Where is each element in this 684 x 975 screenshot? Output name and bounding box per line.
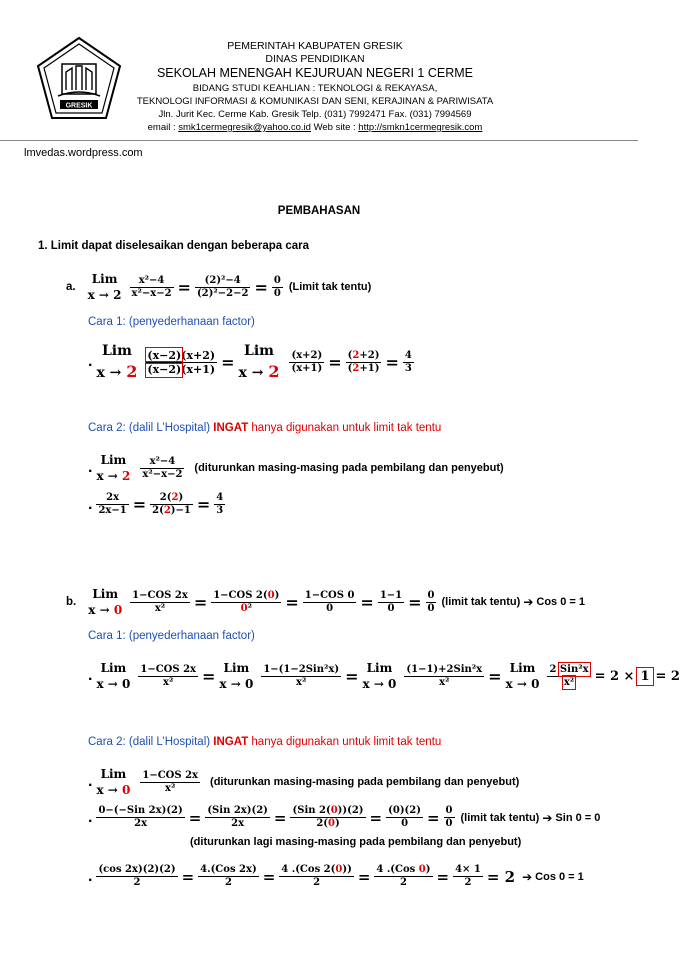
problem-b: b. Lim x → 0 $\frac{\text{1−COS 2x}}{\text{x²}}$ = $\frac{\text{1−COS 2(0)}}{\text{0²}}$ = $\frac{\text{1−COS 0}}{0}$ = $\frac{1-1}{0}$ = $\frac{0}{0}$ (limit tak tentu) ➔ Cos 0 = 1 — [66, 587, 585, 618]
header-line4: BIDANG STUDI KEAHLIAN : TEKNOLOGI & REKAYASA, — [192, 83, 438, 94]
page-title: PEMBAHASAN — [277, 205, 361, 217]
logo-text: GRESIK — [65, 102, 93, 110]
website-link[interactable]: http://smkn1cermegresik.com — [358, 122, 483, 133]
header-divider — [0, 140, 638, 141]
cara1-a: Cara 1: (penyederhanaan factor) — [88, 316, 255, 328]
header-address: Jln. Jurit Kec. Cerme Kab. Gresik Telp. (031) 7992471 Fax. (031) 7994569 — [158, 109, 472, 120]
section-heading: 1. Limit dapat diselesaikan dengan beberapa cara — [38, 240, 309, 252]
header-school-name: SEKOLAH MENENGAH KEJURUAN NEGERI 1 CERME — [156, 66, 474, 80]
header-line1: PEMERINTAH KABUPATEN GRESIK — [227, 40, 403, 52]
header-line5: TEKNOLOGI INFORMASI & KOMUNIKASI DAN SENI, KERAJINAN & PARIWISATA — [136, 96, 494, 107]
cara2-a-step2: . $\frac{2x}{2x-1}$ = $\frac{2(2)}{2(2)-1}$ = $\frac{4}{3}$ — [88, 492, 224, 516]
cara2-b-step3: . $\frac{(\cos 2x)(2)(2)}{2}$ = $\frac{\text{4.(Cos 2x)}}{2}$ = $\frac{\text{4 .(Cos 2(0))}}{2}$ = $\frac{\text{4 .(Cos 0)}}{2}$ = $\frac{4\times 1}{2}$ = 2 ➔ Cos 0 = 1 — [88, 864, 584, 888]
cara1-b-steps: . Lim x → 0 $\frac{\text{1−COS 2x}}{\text{x²}}$ = Lim x → 0 $\frac{\text{1−(1−2Sin²x)}}{\text{x²}}$ = Lim x → 0 $\frac{\text{(1−1)+2Sin²x}}{\text{x²}}$ = Lim x → 0 $\frac{\text{2 Sin²x}}{\text{x²}}$ = 2 × 1 = 2 — [88, 661, 680, 692]
email-link[interactable]: smk1cermegresik@yahoo.co.id — [178, 122, 311, 133]
cara2-b-step2: . $\frac{\text{0−(−Sin 2x)(2)}}{2x}$ = $\frac{\text{(Sin 2x)(2)}}{2x}$ = $\frac{\text{(Sin 2(0))(2)}}{2(0)}$ = $\frac{(0)(2)}{0}$ = $\frac{0}{0}$ (limit tak tentu) ➔ Sin 0 = 0 — [88, 805, 601, 829]
cara2-b-step1: . Lim x → 0 $\frac{\text{1−COS 2x}}{\text{x²}}$ (diturunkan masing-masing pada pembilang dan penyebut) — [88, 767, 520, 798]
cara1-a-steps: . Lim x → 2 $\frac{(x-2)(x+2)}{(x-2)(x+1)}$ = Lim x → 2 $\frac{(x+2)}{(x+1)}$ = $\frac{(2+2)}{(2+1)}$ = $\frac{4}{3}$ — [88, 343, 412, 381]
cara1-b: Cara 1: (penyederhanaan factor) — [88, 630, 255, 642]
problem-a: a. Lim x → 2 $\frac{\text{x²−4}}{\text{x²−x−2}}$ = $\frac{\text{(2)²−4}}{\text{(2)²−2−2}}$ = $\frac{0}{0}$ (Limit tak tentu) — [66, 272, 372, 303]
school-logo — [36, 36, 122, 122]
cara2-a: Cara 2: (dalil L’Hospital) INGAT hanya digunakan untuk limit tak tentu — [88, 422, 442, 434]
cara2-a-step1: . Lim x → 2 $\frac{\text{x²−4}}{\text{x²−x−2}}$ (diturunkan masing-masing pada pembilang dan penyebut) — [88, 453, 504, 484]
cara2-b: Cara 2: (dalil L’Hospital) INGAT hanya digunakan untuk limit tak tentu — [88, 736, 442, 748]
turunkan-lagi-note: (diturunkan lagi masing-masing pada pembilang dan penyebut) — [190, 836, 522, 848]
header-line2: DINAS PENDIDIKAN — [265, 53, 365, 65]
header-contact: email : smk1cermegresik@yahoo.co.id Web site : http://smkn1cermegresik.com — [147, 122, 483, 133]
source-text: lmvedas.wordpress.com — [24, 147, 143, 159]
